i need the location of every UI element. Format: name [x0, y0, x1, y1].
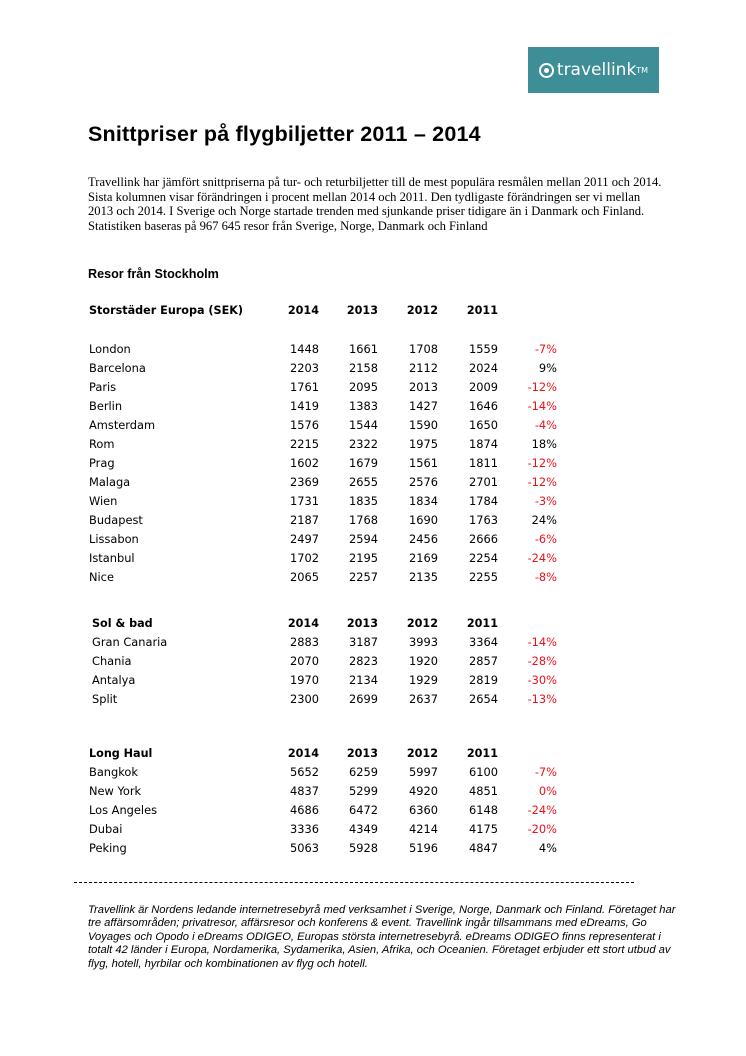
change-percent: -7% — [534, 342, 557, 356]
price-2012: 1929 — [409, 673, 438, 687]
table-body — [0, 340, 746, 587]
intro-paragraph: Travellink har jämfört snittpriserna på tur- och returbiljetter till de mest populära resmålen mellan 2011 och 2014. Sista kolumnen visar förändringen i procent mellan 2014 och 2011. Den tydligaste förändringen ser vi mellan 2013 och 2014. I Sverige och Norge startade trenden med sjunkande priser tidigare än i Danmark och Finland. Statistiken baseras på 967 645 resor från Sverige, Norge, Danmark och Finland — [88, 175, 662, 233]
price-2014: 2300 — [290, 692, 319, 706]
price-2011: 2009 — [469, 380, 498, 394]
price-2012: 2456 — [409, 532, 438, 546]
price-2014: 4837 — [290, 784, 319, 798]
change-percent: 0% — [538, 784, 557, 798]
price-2013: 1768 — [349, 513, 378, 527]
table-sol-bad — [0, 614, 746, 709]
change-percent: -12% — [527, 380, 557, 394]
price-2012: 3993 — [409, 635, 438, 649]
change-percent: -6% — [534, 532, 557, 546]
destination-name: Gran Canaria — [92, 635, 168, 649]
price-2011: 1763 — [469, 513, 498, 527]
col-header-2011: 2011 — [466, 617, 498, 630]
col-header-2013: 2013 — [346, 617, 378, 630]
table-row — [0, 473, 746, 492]
table-header — [0, 744, 746, 763]
destination-name: Split — [92, 692, 118, 706]
price-2014: 5652 — [290, 765, 319, 779]
destination-name: New York — [89, 784, 142, 798]
table-header — [0, 301, 746, 320]
destination-name: Rom — [89, 437, 115, 451]
price-2011: 1811 — [469, 456, 498, 470]
table-row — [0, 549, 746, 568]
price-2012: 6360 — [409, 803, 438, 817]
destination-name: London — [89, 342, 131, 356]
price-2012: 1708 — [409, 342, 438, 356]
price-2012: 4214 — [409, 822, 438, 836]
price-2012: 1590 — [409, 418, 438, 432]
destination-name: Budapest — [89, 513, 143, 527]
price-2014: 2187 — [290, 513, 319, 527]
price-2014: 2065 — [290, 570, 319, 584]
price-2012: 4920 — [409, 784, 438, 798]
table-row — [0, 492, 746, 511]
price-2011: 2666 — [469, 532, 498, 546]
price-2012: 2637 — [409, 692, 438, 706]
destination-name: Bangkok — [89, 765, 138, 779]
destination-name: Los Angeles — [89, 803, 158, 817]
price-2012: 2169 — [409, 551, 438, 565]
price-2014: 1970 — [290, 673, 319, 687]
price-2013: 2594 — [349, 532, 378, 546]
price-2013: 1661 — [349, 342, 378, 356]
table-storstader — [0, 301, 746, 587]
price-2011: 2024 — [469, 361, 498, 375]
destination-name: Istanbul — [89, 551, 135, 565]
price-2013: 2655 — [349, 475, 378, 489]
price-2012: 2112 — [409, 361, 438, 375]
destination-name: Chania — [92, 654, 132, 668]
destination-name: Berlin — [89, 399, 123, 413]
change-percent: -30% — [527, 673, 557, 687]
price-2013: 2195 — [349, 551, 378, 565]
price-2013: 1835 — [349, 494, 378, 508]
table-row — [0, 671, 746, 690]
price-2011: 1646 — [469, 399, 498, 413]
globe-icon — [539, 63, 554, 78]
table-row — [0, 359, 746, 378]
col-header-2012: 2012 — [406, 304, 438, 317]
price-2013: 2158 — [349, 361, 378, 375]
price-2011: 6148 — [469, 803, 498, 817]
price-2011: 1559 — [469, 342, 498, 356]
change-percent: 9% — [538, 361, 557, 375]
table-row — [0, 530, 746, 549]
price-2012: 2576 — [409, 475, 438, 489]
table-row — [0, 378, 746, 397]
destination-name: Peking — [89, 841, 127, 855]
price-2012: 1427 — [409, 399, 438, 413]
change-percent: -12% — [527, 475, 557, 489]
category-header: Storstäder Europa (SEK) — [89, 304, 244, 317]
price-2011: 2654 — [469, 692, 498, 706]
price-2012: 1561 — [409, 456, 438, 470]
table-row — [0, 397, 746, 416]
change-percent: -14% — [527, 635, 557, 649]
price-2013: 2699 — [349, 692, 378, 706]
table-header — [0, 614, 746, 633]
price-2014: 1602 — [290, 456, 319, 470]
table-row — [0, 801, 746, 820]
change-percent: -7% — [534, 765, 557, 779]
destination-name: Dubai — [89, 822, 123, 836]
price-2013: 1383 — [349, 399, 378, 413]
price-2013: 2322 — [349, 437, 378, 451]
change-percent: -14% — [527, 399, 557, 413]
change-percent: -12% — [527, 456, 557, 470]
destination-name: Prag — [89, 456, 115, 470]
change-percent: -13% — [527, 692, 557, 706]
price-2014: 2369 — [290, 475, 319, 489]
change-percent: 18% — [531, 437, 557, 451]
price-2014: 2070 — [290, 654, 319, 668]
col-header-2011: 2011 — [466, 747, 498, 760]
destination-name: Paris — [89, 380, 117, 394]
price-2013: 2823 — [349, 654, 378, 668]
price-2013: 2095 — [349, 380, 378, 394]
price-2012: 5997 — [409, 765, 438, 779]
table-row — [0, 763, 746, 782]
price-2012: 1834 — [409, 494, 438, 508]
price-2014: 3336 — [290, 822, 319, 836]
col-header-2014: 2014 — [287, 304, 319, 317]
destination-name: Lissabon — [89, 532, 139, 546]
price-2013: 1679 — [349, 456, 378, 470]
section-subheading: Resor från Stockholm — [88, 267, 219, 281]
price-2011: 2255 — [469, 570, 498, 584]
col-header-2013: 2013 — [346, 747, 378, 760]
price-2011: 2857 — [469, 654, 498, 668]
price-2014: 4686 — [290, 803, 319, 817]
destination-name: Barcelona — [89, 361, 146, 375]
destination-name: Amsterdam — [89, 418, 156, 432]
price-2011: 4175 — [469, 822, 498, 836]
price-2011: 1650 — [469, 418, 498, 432]
table-row — [0, 416, 746, 435]
change-percent: 24% — [531, 513, 557, 527]
table-row — [0, 633, 746, 652]
price-2013: 5299 — [349, 784, 378, 798]
price-2011: 2819 — [469, 673, 498, 687]
change-percent: -3% — [534, 494, 557, 508]
price-2013: 4349 — [349, 822, 378, 836]
price-2014: 1576 — [290, 418, 319, 432]
logo-trademark: TM — [636, 65, 649, 75]
page-title: Snittpriser på flygbiljetter 2011 – 2014 — [88, 122, 481, 146]
table-row — [0, 782, 746, 801]
col-header-2011: 2011 — [466, 304, 498, 317]
destination-name: Nice — [89, 570, 114, 584]
table-row — [0, 435, 746, 454]
price-2013: 2257 — [349, 570, 378, 584]
category-header: Sol & bad — [92, 617, 153, 630]
price-2014: 2203 — [290, 361, 319, 375]
price-2013: 6259 — [349, 765, 378, 779]
price-2012: 2013 — [409, 380, 438, 394]
table-body — [0, 633, 746, 709]
price-2011: 4847 — [469, 841, 498, 855]
price-2014: 1448 — [290, 342, 319, 356]
change-percent: 4% — [538, 841, 557, 855]
price-2011: 1874 — [469, 437, 498, 451]
table-row — [0, 340, 746, 359]
change-percent: -20% — [527, 822, 557, 836]
col-header-2014: 2014 — [287, 617, 319, 630]
change-percent: -24% — [527, 551, 557, 565]
destination-name: Antalya — [92, 673, 136, 687]
col-header-2012: 2012 — [406, 747, 438, 760]
table-body — [0, 763, 746, 858]
price-2014: 2497 — [290, 532, 319, 546]
table-row — [0, 652, 746, 671]
price-2014: 1731 — [290, 494, 319, 508]
price-2013: 6472 — [349, 803, 378, 817]
price-2012: 1690 — [409, 513, 438, 527]
price-2011: 2701 — [469, 475, 498, 489]
table-row — [0, 839, 746, 858]
logo-text: travellink — [556, 60, 637, 80]
col-header-2013: 2013 — [346, 304, 378, 317]
destination-name: Malaga — [89, 475, 131, 489]
table-row — [0, 568, 746, 587]
price-2014: 1702 — [290, 551, 319, 565]
price-2013: 1544 — [349, 418, 378, 432]
price-2013: 3187 — [349, 635, 378, 649]
change-percent: -4% — [534, 418, 557, 432]
table-row — [0, 454, 746, 473]
price-2012: 2135 — [409, 570, 438, 584]
company-description: Travellink är Nordens ledande internetresebyrå med verksamhet i Sverige, Norge, Danmark och Finland. Företaget har tre affärsområden; privatresor, affärsresor och konferens & event. Travellink ingår tillsammans med eDreams, Go Voyages och Opodo i eDreams ODIGEO, Europas största internetresebyrå. eDreams ODIGEO finns representerat i totalt 42 länder i Europa, Nordamerika, Sydamerika, Asien, Afrika, och Oceanien. Företaget erbjuder ett stort utbud av flyg, hotell, hyrbilar och kombinationen av flyg och hotell. — [88, 904, 676, 970]
table-row — [0, 511, 746, 530]
change-percent: -24% — [527, 803, 557, 817]
price-2014: 1761 — [290, 380, 319, 394]
table-row — [0, 690, 746, 709]
price-2011: 6100 — [469, 765, 498, 779]
change-percent: -28% — [527, 654, 557, 668]
price-2011: 1784 — [469, 494, 498, 508]
price-2012: 5196 — [409, 841, 438, 855]
price-2013: 2134 — [349, 673, 378, 687]
category-header: Long Haul — [89, 747, 153, 760]
table-long-haul — [0, 744, 746, 858]
price-2012: 1975 — [409, 437, 438, 451]
col-header-2014: 2014 — [287, 747, 319, 760]
destination-name: Wien — [89, 494, 118, 508]
price-2014: 1419 — [290, 399, 319, 413]
price-2013: 5928 — [349, 841, 378, 855]
col-header-2012: 2012 — [406, 617, 438, 630]
price-2011: 3364 — [469, 635, 498, 649]
price-2011: 2254 — [469, 551, 498, 565]
price-2012: 1920 — [409, 654, 438, 668]
price-2014: 2883 — [290, 635, 319, 649]
price-2011: 4851 — [469, 784, 498, 798]
price-2014: 2215 — [290, 437, 319, 451]
table-row — [0, 820, 746, 839]
travellink-logo — [528, 47, 659, 93]
footer-divider — [74, 882, 634, 883]
price-2014: 5063 — [290, 841, 319, 855]
change-percent: -8% — [534, 570, 557, 584]
